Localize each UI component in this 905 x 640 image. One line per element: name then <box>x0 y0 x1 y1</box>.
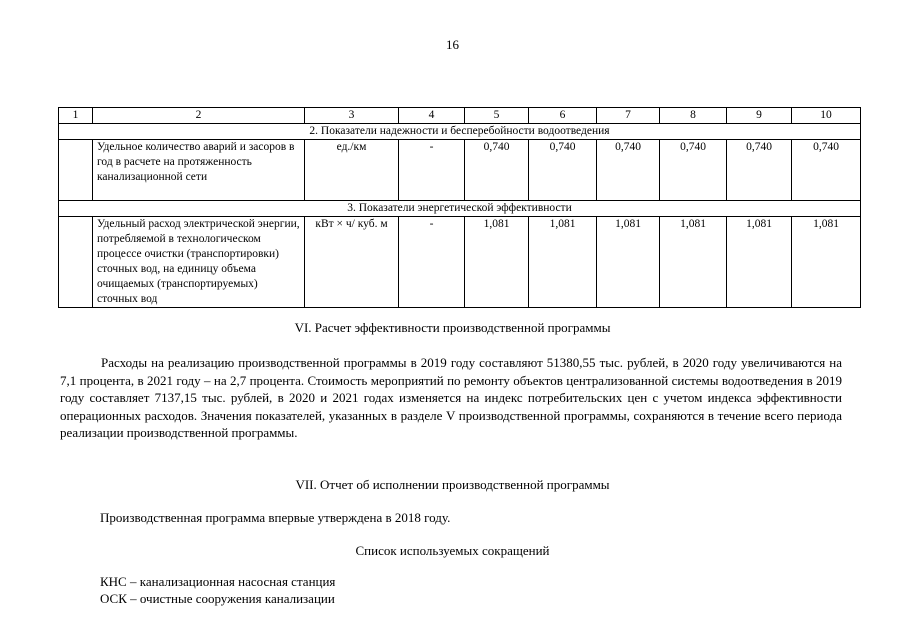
header-cell: 10 <box>792 108 861 124</box>
indicator-value: 0,740 <box>597 140 660 201</box>
abbreviations-title: Список используемых сокращений <box>355 543 550 558</box>
header-cell: 9 <box>727 108 792 124</box>
header-cell: 1 <box>59 108 93 124</box>
abbreviation-item: КНС – канализационная насосная станция <box>100 574 336 589</box>
header-cell: 5 <box>465 108 529 124</box>
indicator-value: 1,081 <box>660 217 727 308</box>
page-number: 16 <box>446 37 459 52</box>
indicator-value: 0,740 <box>660 140 727 201</box>
indicator-value: 1,081 <box>529 217 597 308</box>
section-title-reliability: 2. Показатели надежности и бесперебойности водоотведения <box>59 124 861 140</box>
header-cell: 8 <box>660 108 727 124</box>
indicator-value: 1,081 <box>465 217 529 308</box>
section-7-title: VII. Отчет об исполнении производственной программы <box>295 477 610 492</box>
indicator-base: - <box>399 140 465 201</box>
row-number-cell <box>59 140 93 201</box>
indicator-value: 1,081 <box>792 217 861 308</box>
indicator-value: 0,740 <box>529 140 597 201</box>
section-7-paragraph: Производственная программа впервые утверждена в 2018 году. <box>100 510 451 525</box>
indicator-value: 1,081 <box>727 217 792 308</box>
indicator-name: Удельное количество аварий и засоров в год в расчете на протяженность канализационной сети <box>93 140 305 201</box>
header-cell: 2 <box>93 108 305 124</box>
indicator-base: - <box>399 217 465 308</box>
indicator-unit: кВт × ч/ куб. м <box>305 217 399 308</box>
table-row <box>59 140 861 201</box>
section-title-energy: 3. Показатели энергетической эффективности <box>59 201 861 217</box>
section-6-title: VI. Расчет эффективности производственной программы <box>294 320 611 335</box>
table-section-row <box>59 124 861 140</box>
header-cell: 4 <box>399 108 465 124</box>
indicator-value: 1,081 <box>597 217 660 308</box>
indicator-value: 0,740 <box>727 140 792 201</box>
row-number-cell <box>59 217 93 308</box>
indicator-unit: ед./км <box>305 140 399 201</box>
indicator-value: 0,740 <box>792 140 861 201</box>
section-6-paragraph: Расходы на реализацию производственной программы в 2019 году составляют 51380,55 тыс. рублей, в 2020 году увеличиваются на 7,1 процента, в 2021 году – на 2,7 процента. Стоимость мероприятий по ремонту объектов централизованной системы водоотведения в 2019 году составляет 7137,15 тыс. рублей, в 2020 и 2021 годах изменяется на индекс потребительских цен с учетом индекса эффективности операционных расходов. Значения показателей, указанных в разделе V производственной программы, сохраняются в течение всего периода реализации производственной программы. <box>60 355 842 440</box>
indicators-table <box>58 107 861 308</box>
table-header-row <box>59 108 861 124</box>
table-row <box>59 217 861 308</box>
indicator-name: Удельный расход электрической энергии, потребляемой в технологическом процессе очистки (транспортировки) сточных вод, на единицу объема очищаемых (транспортируемых) сточных вод <box>93 217 305 308</box>
abbreviation-item: ОСК – очистные сооружения канализации <box>100 591 335 606</box>
header-cell: 7 <box>597 108 660 124</box>
table-section-row <box>59 201 861 217</box>
header-cell: 3 <box>305 108 399 124</box>
header-cell: 6 <box>529 108 597 124</box>
indicator-value: 0,740 <box>465 140 529 201</box>
